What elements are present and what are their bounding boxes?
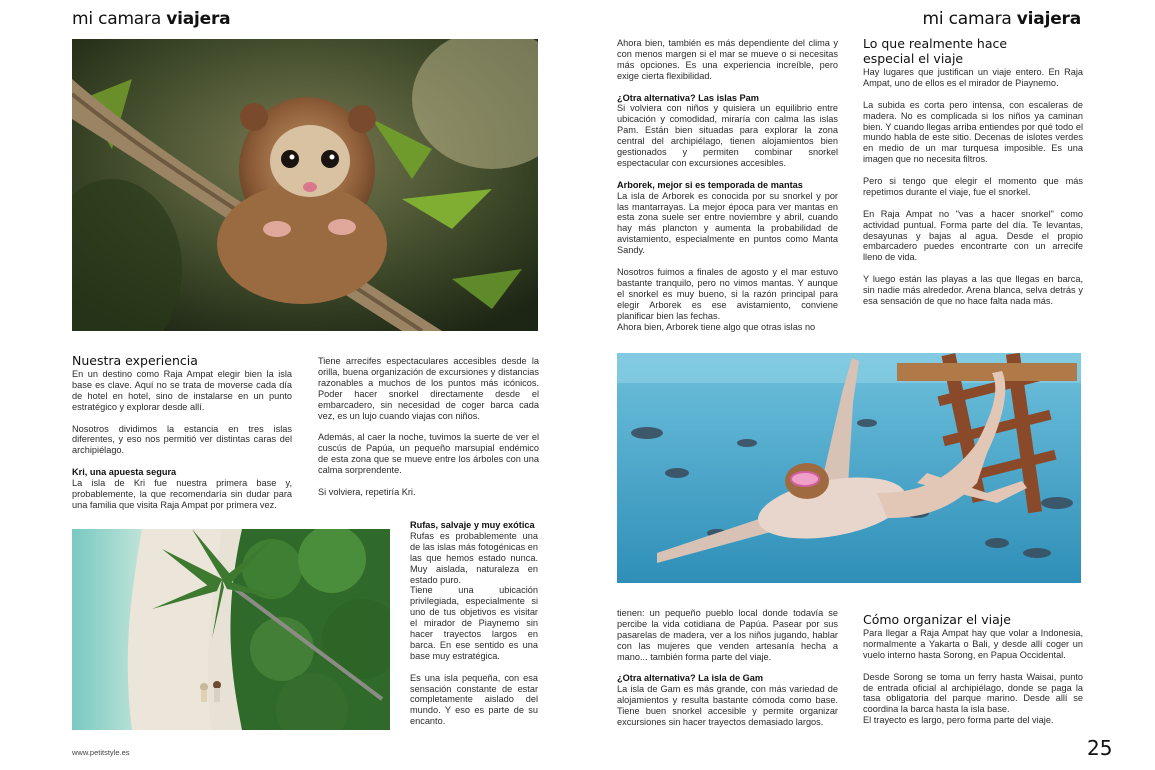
section-header-left: [72, 9, 230, 29]
paragraph: tienen: un pequeño pueblo local donde todavía se percibe la vida cotidiana de Papúa. Pasear por sus pasarelas de madera, ver a los niños jugando, hablar con las mujeres que venden artesanía hecha a mano... también forma parte del viaje.: [617, 608, 838, 662]
header-bold: viajera: [1016, 9, 1081, 29]
section-header-right: [923, 9, 1081, 29]
subheading-kri: Kri, una apuesta segura: [72, 467, 177, 478]
footer-url: www.petitstyle.es: [72, 748, 130, 757]
header-light: mi camara: [72, 9, 167, 29]
subheading-gam: ¿Otra alternativa? La isla de Gam: [617, 673, 764, 684]
article-column-left-1: [72, 353, 292, 511]
subheading-arborek: Arborek, mejor si es temporada de mantas: [617, 179, 803, 190]
paragraph: Hay lugares que justifican un viaje entero. En Raja Ampat, uno de ellos es el mirador de Piaynemo.: [863, 67, 1083, 88]
paragraph: Rufas es probablemente una de las islas más fotogénicas en las que hemos estado nunca. Muy aislada, naturaleza en estado puro.: [410, 530, 538, 585]
aerial-beach-palm-photo: [72, 529, 390, 730]
paragraph: Nosotros dividimos la estancia en tres islas diferentes, y eso nos permitió ver distintas caras del archipiélago.: [72, 423, 292, 456]
article-column-right-2: [863, 36, 1083, 318]
paragraph: La isla de Kri fue nuestra primera base y, probablemente, la que recomendaría sin dudar para una familia que visita Raja Ampat por primera vez.: [72, 478, 292, 510]
section-title-experience: Nuestra experiencia: [72, 353, 198, 368]
girl-snorkeling-photo: [617, 353, 1081, 583]
subheading-pam: ¿Otra alternativa? Las islas Pam: [617, 92, 759, 103]
paragraph: El trayecto es largo, pero forma parte del viaje.: [863, 715, 1054, 726]
header-bold: viajera: [166, 9, 231, 29]
beach-photo: [72, 529, 390, 730]
paragraph: En un destino como Raja Ampat elegir bien la isla base es clave. Aquí no se trata de moverse cada día de hotel en hotel, sino de instalarse en un punto estratégico y explorar desde allí.: [72, 369, 292, 412]
paragraph: La isla de Arborek es conocida por su snorkel y por las mantarrayas. La mejor época para ver mantas en esta zona suele ser entre noviembre y abril, cuando hay más plancton y aumenta la probabilidad de avistamiento, especialmente en puntos como Manta Sandy.: [617, 190, 838, 256]
header-light: mi camara: [922, 9, 1017, 29]
article-column-right-4: [863, 612, 1083, 726]
article-column-rufas: [410, 520, 538, 738]
paragraph: Si volviera con niños y quisiera un equilibrio entre ubicación y comodidad, miraría con calma las islas Pam. Están bien situadas para explorar la zona central del archipiélago, tienen alojamientos bien gestionados y permiten combinar snorkel espectacular con excursiones accesibles.: [617, 103, 838, 168]
page-number: 25: [1087, 736, 1113, 760]
article-column-left-2: [318, 356, 539, 509]
section-title-organize: Cómo organizar el viaje: [863, 612, 1011, 627]
section-title-special: Lo que realmente hace especial el viaje: [863, 36, 1008, 66]
article-column-right-3: [617, 608, 838, 728]
paragraph: Ahora bien, Arborek tiene algo que otras islas no: [617, 321, 816, 332]
paragraph: Tiene una ubicación privilegiada, especialmente si uno de tus objetivos es visitar el mirador de Piaynemo sin hacer trayectos largos en barca. En ese sentido es una base muy estratégica.: [410, 585, 538, 661]
paragraph: Si volviera, repetiría Kri.: [318, 486, 416, 497]
possum-photo: [72, 39, 538, 331]
possum-on-branch-photo: [72, 39, 538, 331]
paragraph: La subida es corta pero intensa, con escaleras de madera. No es complicada si los niños ya caminan bien. Y cuando llegas arriba entiendes por qué todo el mundo habla de este sitio. Decenas de islotes verdes en medio de un mar turquesa imposible. Es una imagen que no necesita filtros.: [863, 99, 1083, 165]
underwater-photo: [617, 353, 1081, 583]
subheading-rufas: Rufas, salvaje y muy exótica: [410, 520, 535, 530]
paragraph: Ahora bien, también es más dependiente del clima y con menos margen si el mar se mueve o si necesitas más opciones. Es una experiencia increíble, pero exige cierta flexibilidad.: [617, 38, 838, 81]
paragraph: Es una isla pequeña, con esa sensación constante de estar completamente aislado del mundo. Y eso es parte de su encanto.: [410, 672, 538, 727]
paragraph: Además, al caer la noche, tuvimos la suerte de ver el cuscús de Papúa, un pequeño marsupial endémico de esta zona que se mueve entre los árboles con una calma sorprendente.: [318, 432, 539, 476]
paragraph: Nosotros fuimos a finales de agosto y el mar estuvo bastante tranquilo, pero no vimos mantas. Y aunque el snorkel es muy bueno, si la razón principal para elegir Arborek es ese avistamiento, conviene planificar bien las fechas.: [617, 266, 838, 321]
paragraph: Desde Sorong se toma un ferry hasta Waisai, punto de entrada oficial al archipiélago, donde se paga la tasa obligatoria del parque marino. Desde allí se coordina la barca hasta la isla base.: [863, 671, 1083, 715]
paragraph: Para llegar a Raja Ampat hay que volar a Indonesia, normalmente a Yakarta o Bali, y desde allí coger un vuelo interno hasta Sorong, en Papua Occidental.: [863, 628, 1083, 660]
paragraph: Y luego están las playas a las que llegas en barca, sin nadie más alrededor. Arena blanca, selva detrás y esa sensación de que no hace falta nada más.: [863, 274, 1083, 306]
paragraph: Tiene arrecifes espectaculares accesibles desde la orilla, buena organización de excursiones y distancias razonables a muchos de los puntos más icónicos. Poder hacer snorkel directamente desde el embarcadero, sin necesidad de coger barca cada vez, es un lujo cuando viajas con niños.: [318, 356, 539, 421]
article-column-right-1: [617, 38, 838, 332]
paragraph: En Raja Ampat no "vas a hacer snorkel" como actividad puntual. Forma parte del día. Te levantas, desayunas y bajas al agua. Desde el propio embarcadero puedes encontrarte con un arrecife lleno de vida.: [863, 208, 1083, 263]
paragraph: La isla de Gam es más grande, con más variedad de alojamientos y resulta bastante cómoda como base. Tiene buen snorkel accesible y permite organizar excursiones sin hacer trayectos demasiado largos.: [617, 684, 838, 728]
paragraph: Pero si tengo que elegir el momento que más repetimos durante el viaje, fue el snorkel.: [863, 176, 1083, 197]
